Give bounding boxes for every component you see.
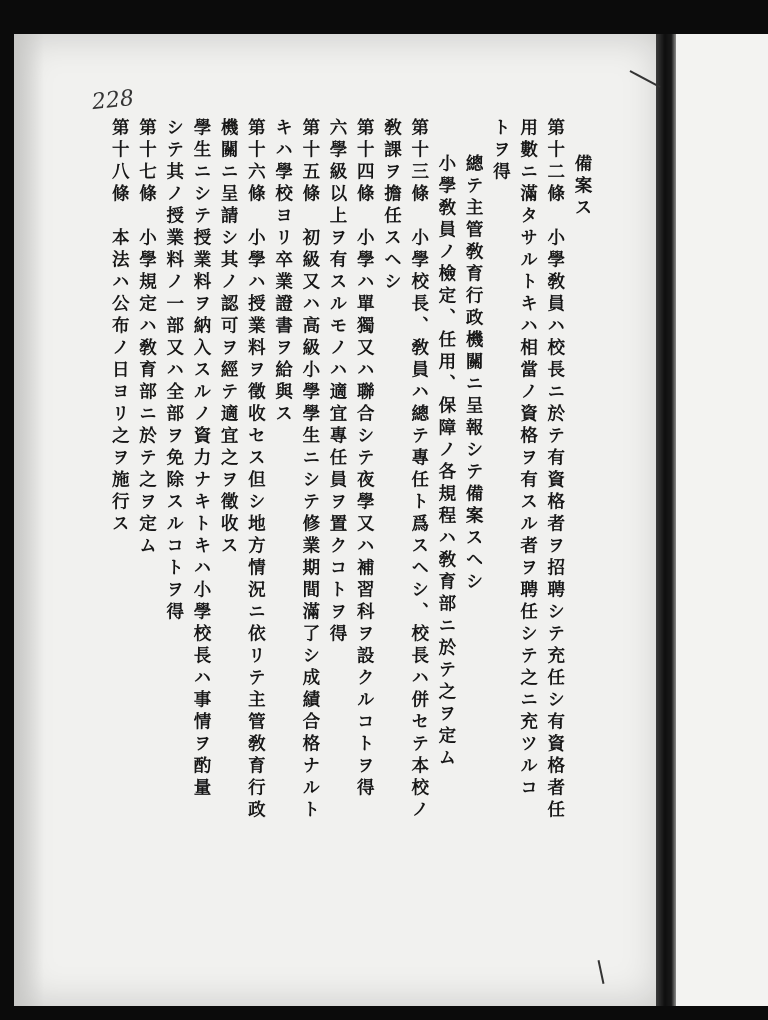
text-column: 敎課ヲ擔任スヘシ bbox=[381, 118, 402, 294]
text-column: 總テ主管敎育行政機關ニ呈報シテ備案スヘシ bbox=[463, 154, 484, 594]
book-gutter bbox=[656, 34, 678, 1006]
text-column: 第十三條 小學校長、敎員ハ總テ專任ト爲スヘシ、校長ハ併セテ本校ノ bbox=[408, 118, 429, 822]
text-column: 機關ニ呈請シ其ノ認可ヲ經テ適宜之ヲ徵收ス bbox=[218, 118, 239, 558]
text-column: 第十二條 小學敎員ハ校長ニ於テ有資格者ヲ招聘シテ充任シ有資格者任 bbox=[544, 118, 565, 822]
text-column: 第十四條 小學ハ單獨又ハ聯合シテ夜學又ハ補習科ヲ設クルコトヲ得 bbox=[354, 118, 375, 800]
text-column: 備案ス bbox=[572, 154, 592, 220]
text-column: 用數ニ滿タサルトキハ相當ノ資格ヲ有スル者ヲ聘任シテ之ニ充ツルコ bbox=[517, 118, 538, 800]
vertical-text-block bbox=[100, 118, 590, 938]
text-column: 小學敎員ノ檢定、任用、保障ノ各規程ハ敎育部ニ於テ之ヲ定ム bbox=[435, 154, 456, 770]
text-column: トヲ得 bbox=[490, 118, 511, 184]
text-column: 第十六條 小學ハ授業料ヲ徵收セス但シ地方情況ニ依リテ主管敎育行政 bbox=[245, 118, 266, 822]
text-column: 第十七條 小學規定ハ敎育部ニ於テ之ヲ定ム bbox=[136, 118, 157, 558]
text-column: シテ其ノ授業料ノ一部又ハ全部ヲ免除スルコトヲ得 bbox=[163, 118, 184, 624]
right-facing-page bbox=[676, 34, 768, 1006]
page-number: 228 bbox=[90, 85, 136, 116]
page-edge-shadow bbox=[14, 34, 44, 1006]
text-column: キハ學校ヨリ卒業證書ヲ給與ス bbox=[272, 118, 293, 426]
text-column: 第十八條 本法ハ公布ノ日ヨリ之ヲ施行ス bbox=[109, 118, 130, 536]
text-column: 第十五條 初級又ハ高級小學學生ニシテ修業期間滿了シ成績合格ナルト bbox=[299, 118, 320, 822]
text-column: 六學級以上ヲ有スルモノハ適宜專任員ヲ置クコトヲ得 bbox=[327, 118, 348, 646]
text-column: 學生ニシテ授業料ヲ納入スルノ資力ナキトキハ小學校長ハ事情ヲ酌量 bbox=[190, 118, 211, 800]
